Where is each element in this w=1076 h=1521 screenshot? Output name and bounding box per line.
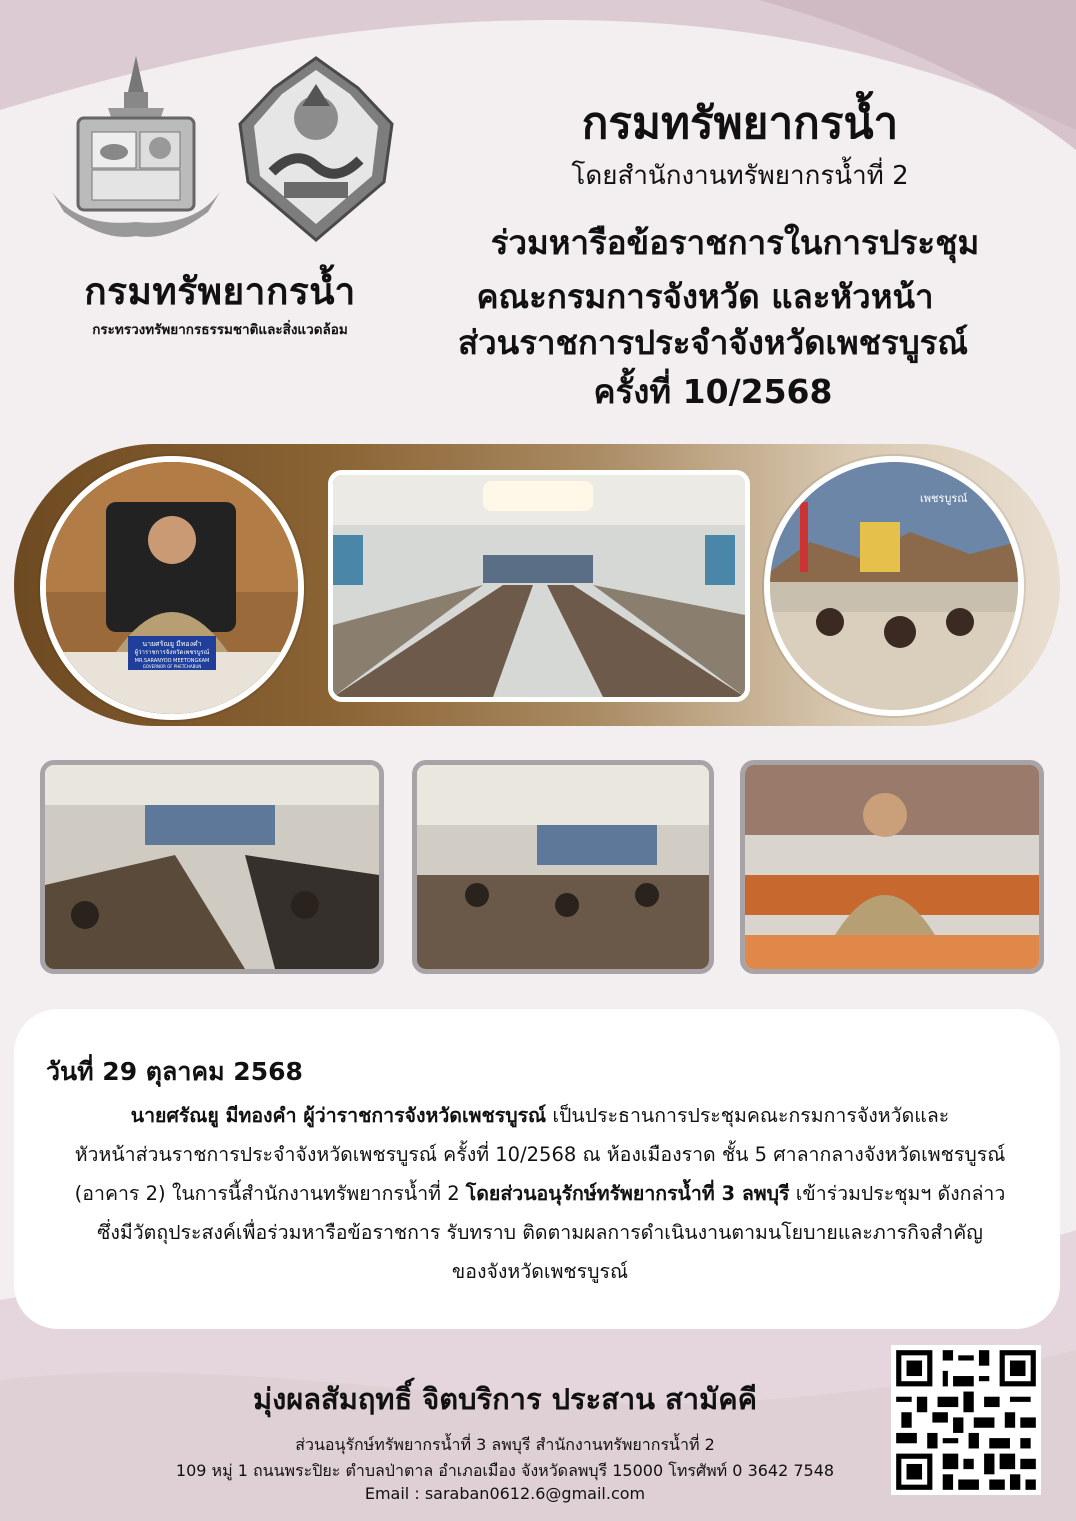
- photo-meeting-center: [412, 760, 714, 974]
- ministry-emblem-logo: [48, 52, 224, 242]
- ministry-emblem-caption: [70, 218, 202, 232]
- slogan: มุ่งผลสัมฤทธิ์ จิตบริการ ประสาน สามัคคี: [252, 1382, 758, 1416]
- photo-representative: [740, 760, 1044, 974]
- headline-line-3: ส่วนราชการประจำจังหวัดเพชรบูรณ์: [458, 323, 968, 362]
- photo-meeting-attendees: [764, 456, 1024, 716]
- footer-email: Email : saraban0612.6@gmail.com: [364, 1484, 646, 1503]
- nameplate-text-2: ผู้ว่าราชการจังหวัดเพชรบูรณ์: [134, 649, 210, 656]
- body-line-3-start: (อาคาร 2) ในการนี้สำนักงานทรัพยากรน้ำที่ 2: [74, 1182, 466, 1205]
- qr-code[interactable]: [891, 1345, 1041, 1495]
- page-title: กรมทรัพยากรน้ำ: [581, 98, 899, 149]
- page-subtitle: โดยสำนักงานทรัพยากรน้ำที่ 2: [571, 161, 909, 191]
- ministry-name: กระทรวงทรัพยากรธรรมชาติและสิ่งแวดล้อม: [92, 322, 348, 338]
- body-line-4: ซึ่งมีวัตถุประสงค์เพื่อร่วมหารือข้อราชการ รับทราบ ติดตามผลการดำเนินงานตามนโยบายและภารกิจสำคัญ: [97, 1221, 983, 1244]
- chairperson-name: นายศรัณยู มีทองคำ ผู้ว่าราชการจังหวัดเพชรบูรณ์: [130, 1104, 547, 1127]
- headline-line-1: ร่วมหารือข้อราชการในการประชุม: [490, 223, 980, 262]
- nameplate-text-4: GOVERNOR OF PHETCHABUN: [142, 664, 202, 669]
- department-name: กรมทรัพยากรน้ำ: [84, 270, 356, 313]
- photo-governor: [40, 456, 304, 720]
- body-line-5: ของจังหวัดเพชรบูรณ์: [451, 1260, 629, 1283]
- nameplate-text-1: นายศรัณยู มีทองคำ: [142, 640, 202, 648]
- attending-unit: โดยส่วนอนุรักษ์ทรัพยากรน้ำที่ 3 ลพบุรี: [465, 1182, 790, 1205]
- footer-office: ส่วนอนุรักษ์ทรัพยากรน้ำที่ 3 ลพบุรี สำนักงานทรัพยากรน้ำที่ 2: [295, 1435, 715, 1454]
- body-line-1: เป็นประธานการประชุมคณะกรมการจังหวัดและ: [546, 1104, 950, 1127]
- body-line-2: หัวหน้าส่วนราชการประจำจังหวัดเพชรบูรณ์ ครั้งที่ 10/2568 ณ ห้องเมืองราด ชั้น 5 ศาลากลางจังหวัดเพชรบูรณ์: [74, 1143, 1006, 1166]
- photo-meeting-left: [40, 760, 384, 974]
- headline-line-2: คณะกรมการจังหวัด และหัวหน้า: [476, 277, 934, 316]
- event-description: [40, 1096, 1040, 1291]
- water-resources-seal-logo: [232, 54, 400, 244]
- footer-address: 109 หมู่ 1 ถนนพระปิยะ ตำบลป่าตาล อำเภอเมือง จังหวัดลพบุรี 15000 โทรศัพท์ 0 3642 7548: [175, 1461, 835, 1480]
- backdrop-text: เพชรบูรณ์: [920, 492, 968, 505]
- photo-meeting-room-wide: [328, 470, 750, 702]
- headline-line-4: ครั้งที่ 10/2568: [593, 372, 833, 411]
- nameplate-text-3: MR.SARANYOO MEETONGKAM: [134, 658, 210, 664]
- event-date: วันที่ 29 ตุลาคม 2568: [46, 1057, 303, 1086]
- body-line-3-end: เข้าร่วมประชุมฯ ดังกล่าว: [789, 1182, 1006, 1205]
